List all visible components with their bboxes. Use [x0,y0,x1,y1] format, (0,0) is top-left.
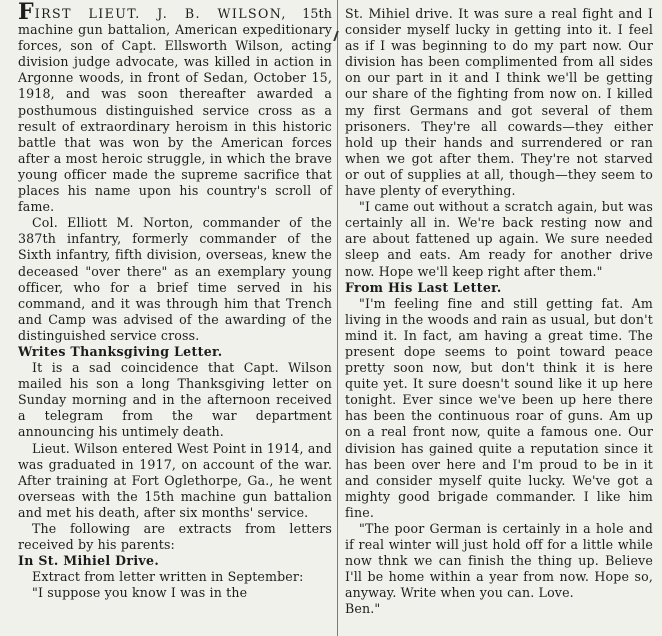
subheading-st-mihiel: In St. Mihiel Drive. [18,553,160,569]
paragraph-norton: Col. Elliott M. Norton, commander of the 387th infantry, formerly commander of the Sixth infantry, fifth division, overseas, knew the deceased "over there" as an exemplary young officer, who for a brief time served in his command, and it was through him that Trench and Camp was advised of the awarding of the distinguished service cross. [18,215,332,343]
right-column [345,6,653,618]
paragraph-feeling-fine: "I'm feeling fine and still getting fat. Am living in the woods and rain as usual, but don't mind it. In fact, am having a great time. The present dope seems to point toward peace pretty soon now, but don't think it is here quite yet. It sure doesn't sound like it up here tonight. Ever since we've been up here there has been the continuous roar of guns. Am up on a real front now, quite a famous one. Our division has gained quite a reputation since it has been over here and I'm proud to be in it and consider myself quite lucky. We've got a mighty good brigade commander. I like him fine. [345,295,653,520]
paragraph-scratch: "I came out without a scratch again, but was certainly all in. We're back resting now and are about fattened up again. We sure needed sleep and eats. Am ready for another drive now. Hope we'll keep right after them." [345,199,653,279]
paragraph-west-point: Lieut. Wilson entered West Point in 1914, and was graduated in 1917, on account of the war. After training at Fort Oglethorpe, Ga., he went overseas with the 15th machine gun battalion and met his death, after six months' service. [18,440,332,520]
paragraph-coincidence: It is a sad coincidence that Capt. Wilson mailed his son a long Thanksgiving letter on Sunday morning and in the afternoon received a telegram from the war department announcing his untimely death. [18,360,332,440]
paragraph-letter-start: "I suppose you know I was in the [32,585,248,601]
paragraph-poor-german: "The poor German is certainly in a hole and if real winter will just hold off for a little while now thnk we can finish the thing up. Believe I'll be home within a year from now. Hope so, anyway. Write when you can. Love. [345,521,653,601]
subheading-last-letter: From His Last Letter. [345,279,502,295]
lead-name: IRST LIEUT. J. B. WILSON, [34,6,287,21]
paragraph-extracts: The following are extracts from letters received by his parents: [18,521,332,553]
column-edge-mark [333,31,345,41]
drop-cap: F [18,0,34,25]
paragraph-september: Extract from letter written in September: [32,569,304,585]
lead-paragraph [18,0,333,215]
left-column [18,0,333,601]
lead-text: 15th machine gun battalion, American expeditionary forces, son of Capt. Ellsworth Wilson, acting division judge advocate, was killed in action in Argonne woods, in front of Sedan, October 15, 1918, and was soon thereafter awarded a posthumous distinguished service cross as a result of extraordinary heroism in this historic battle that was won by the American forces after a most heroic struggle, in which the brave young officer made the supreme sacrifice that places his name upon his country's scroll of fame. [18,6,333,215]
paragraph-letter-continued: St. Mihiel drive. It was sure a real fight and I consider myself lucky in getting into it. I feel as if I was beginning to do my part now. Our division has been complimented from all sides on our part in it and I think we'll be getting our share of the fighting from now on. I killed my first Germans and got several of them prisoners. They're all cowards—they either hold up their hands and surrendered or ran when we got after them. They're not starved or out of supplies at all, though—they seem to have plenty of everything. [345,6,653,199]
signature: Ben." [345,601,381,617]
column-rule [337,0,338,636]
subheading-thanksgiving: Writes Thanksgiving Letter. [18,343,223,359]
